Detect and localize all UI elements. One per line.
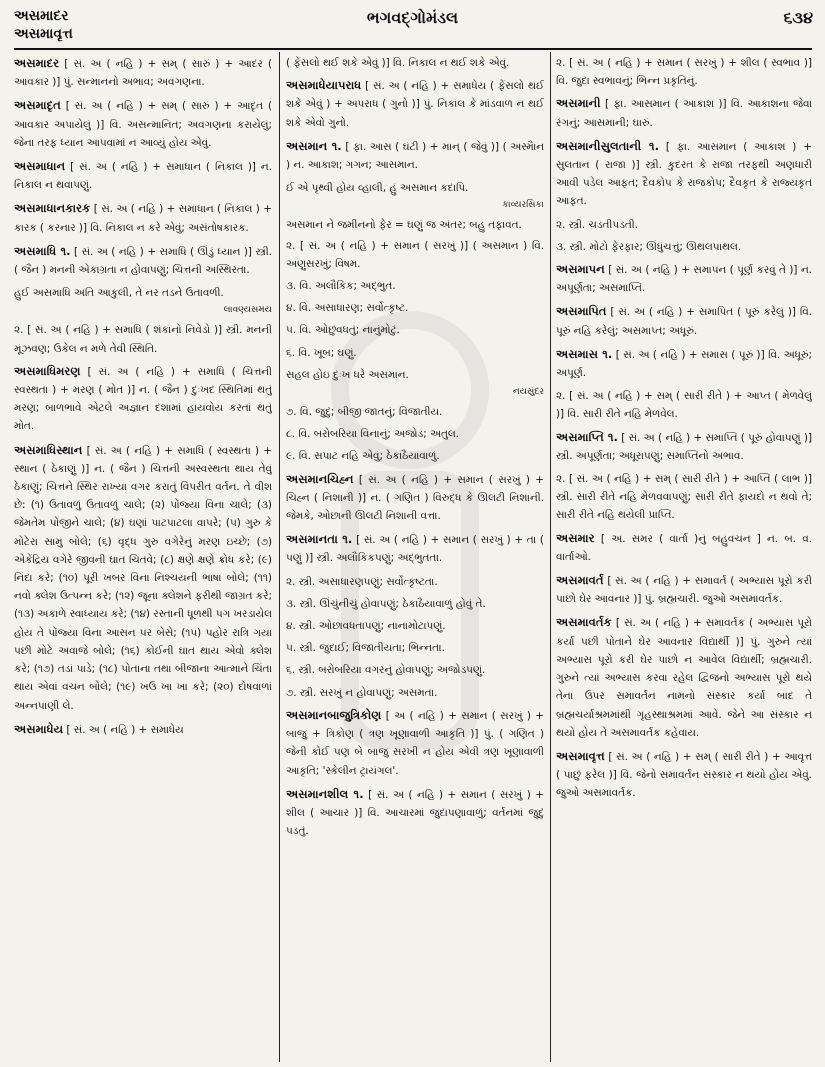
citation: અસમાન ને જમીનનો ફેર = ઘણું જ અંતર; બહુ તફાવત. — [286, 219, 522, 232]
dictionary-entry — [286, 76, 544, 132]
dictionary-entry — [556, 260, 812, 297]
dictionary-entry — [14, 362, 272, 436]
sense-definition: ૨. સ્ત્રી. અસાધારણપણું; સર્વોત્કૃષ્ટતા. — [286, 575, 438, 588]
headword: અસમાધેયાપરાધ — [286, 78, 362, 93]
definition: વિ. નિકાલ ન કરે એવું; અસંતોષકારક. — [90, 221, 249, 234]
dictionary-entry — [286, 530, 544, 567]
citation-source: કાવ્યરસિકા — [502, 200, 544, 211]
dictionary-entry — [286, 706, 544, 780]
etymology: [ સં. અ ( નહિ ) + સમાધેય ( ફેંસલો થઈ શકે એવું ) + અપરાધ ( ગુનો )] — [286, 80, 544, 111]
definition: પું. બ્રહ્મચારી. જુઓ અસમાવર્તક. — [644, 593, 783, 606]
definition: પું. ગુરુને ત્યાં અભ્યાસ પૂરો કરી ઘેર પાછો ન આવેલ વિદ્યાર્થી; બ્રહ્મચારી. ગુરુને ત્યાં અભ્યાસ કરવા રહેલ દ્વિજનો અભ્યાસ પૂરો થયે તેના ઉપર સમાવર્તન નામનો સંસ્કાર કર્યા બાદ તે બ્રહ્મચર્યાશ્રમમાંથી ગૃહસ્થાશ્રમમાં આવે. જેને આ સંસ્કાર ન થયો હોય તે અસમાવર્તક કહેવાય. — [556, 635, 812, 739]
citation: ઈ એ પૃથ્વી હોય વ્હાલી, હું અસમાન કદાપિ. — [286, 182, 469, 195]
definition: ન. આકાશ; ગગન; આસમાન. — [293, 159, 418, 172]
definition: ન. અપૂર્ણતા; અસમાપ્તિ. — [556, 264, 812, 295]
headword: અસમાનીસુલતાની ૧. — [556, 138, 659, 153]
definition: ન. નિકાલ ન થવાપણું. — [14, 161, 272, 192]
page-number: ૬૩૪ — [783, 8, 813, 27]
dictionary-entry — [556, 529, 812, 566]
guide-word-last: અસમાવૃત્ત — [14, 26, 73, 42]
definition: વિ. આકાશના જેવા રંગનું; આસમાની; ઘારું. — [556, 98, 812, 129]
etymology: [ અ. સમર ( વાર્તા )નું બહુવચન ] — [600, 532, 761, 545]
etymology: [ સં. અ ( નહિ ) + સમાધાન ( નિકાલ ) + કારક ( કરનાર )] — [14, 203, 272, 234]
headword: અસમાદર — [14, 56, 60, 70]
header-rule — [14, 48, 812, 50]
dictionary-entry — [14, 199, 272, 236]
headword: અસમાપિત — [556, 304, 607, 319]
sense-definition: ૮. વિ. બરોબરિયા વિનાનું; અજોડ; અતુલ. — [286, 428, 460, 441]
definition: વિ. જેનો સમાવર્તન સંસ્કાર ન થયો હોય એવું. જુઓ અસમાવર્તક. — [556, 769, 812, 800]
definition: સ્ત્રી. કુદરત કે રાજા તરફથી અણધારી આવી પડેલ આફત; દૈવકોપ કે રાજકોપ; દૈવકૃત કે રાજ્યકૃત આફત. — [556, 159, 812, 208]
headword: અસમાનતા ૧. — [286, 532, 353, 547]
column-divider-2 — [550, 52, 551, 1062]
definition: પું. નિકાલ કે માંડવાળ ન થઈ શકે એવો ગુનો. — [286, 98, 544, 129]
etymology: [ સં. અ ( નહિ ) + સમ્ ( સારી રીતે ) + આવૃત્ત ( પાછું ફરેલ )] — [556, 750, 812, 782]
dictionary-entry — [556, 747, 812, 803]
etymology: [ સં. અ ( નહિ ) + સમ્ ( સારું ) + આદર ( આવકાર )] — [14, 58, 272, 89]
etymology: [ સં. અ ( નહિ ) + સમાધાન ( નિકાલ )] — [70, 161, 256, 174]
sense-definition: ૭. વિ. જુદું; બીજી જાતનું; વિજાતીય. — [286, 406, 443, 419]
column-1 — [14, 54, 272, 1062]
definition: ન. ( ગણિત ) વિરુદ્ધ કે ઊલટી નિશાની. જેમકે, ઓછાની ઊલટી નિશાની વત્તા. — [286, 491, 544, 523]
etymology: [ સં. અ ( નહિ ) + સમ્ ( સારું ) + આદૃત ( આવકાર અપાયેલું )] — [14, 100, 272, 131]
column-3 — [556, 54, 812, 1062]
column-2 — [286, 54, 544, 1062]
page-header — [0, 6, 825, 44]
definition: વિ. પૂરું નહિ કરેલું; અસમાપ્ત; અધૂરું. — [556, 306, 812, 337]
page-title: ભગવદ્ગોમંડલ — [366, 8, 459, 27]
etymology: [ સં. અ ( નહિ ) + સમાસ ( પૂરું )] — [615, 348, 765, 361]
sense-definition: ૩. વિ. અલૌકિક; અદ્ભુત. — [286, 280, 396, 293]
headword: અસમાની — [556, 96, 601, 111]
sense-definition: ૩. સ્ત્રી. ઊંચુંનીચું હોવાપણું; ઠેકાઠૈયાવાળું હોવું તે. — [286, 597, 486, 610]
column-divider-1 — [279, 52, 280, 1062]
headword: અસમાનશીલ ૧. — [286, 786, 364, 801]
sense-definition: ૪. વિ. અસાધારણ; સર્વોત્કૃષ્ટ. — [286, 302, 409, 315]
sense-definition: ૯. વિ. સપાટ નહિ એવું; ઠેકાઠૈયાવાળું. — [286, 450, 440, 463]
dictionary-entry — [14, 157, 272, 194]
sense-definition: ૨. [ સં. અ ( નહિ ) + સમાન ( સરખું )] ( અસમાન ) વિ. અણુસરખું; વિષમ. — [286, 239, 544, 270]
etymology: [ સં. અ ( નહિ ) + સમાન ( સરખું ) + તા ( પણું )] — [286, 534, 544, 565]
sense-definition: ૩. સ્ત્રી. મોટો ફેરફાર; ઊંધુંચત્તું; ઊથલપાથલ. — [556, 240, 742, 253]
headword: અસમાવર્તક — [556, 615, 612, 630]
dictionary-entry — [286, 785, 544, 841]
headword: અસમાધિમરણ — [14, 363, 81, 378]
sense-definition: ૫. સ્ત્રી. જુદાઈ; વિજાતીયતા; ભિન્નતા. — [286, 642, 445, 655]
etymology: [ સં. અ ( નહિ ) + સમાન ( સરખું ) + શીલ ( આચાર )] — [286, 788, 544, 819]
headword: અસમાધિ ૧. — [14, 243, 71, 258]
dictionary-entry — [556, 613, 812, 741]
dictionary-entry — [14, 96, 272, 152]
dictionary-entry — [556, 302, 812, 339]
etymology: [ સં. અ ( નહિ ) + સમાધિ ( સ્વસ્થતા ) + સ્થાન ( ઠેકાણું )] — [14, 444, 272, 475]
etymology: [ સં. અ ( નહિ ) + સમાપિત ( પૂરું કરેલું )] — [610, 306, 796, 319]
sense-definition: ૨. સ્ત્રી. ચડતીપડતી. — [556, 218, 639, 231]
etymology: [ ફા. આસમાન ( આકાશ ) + સુલતાન ( રાજા )] — [556, 140, 812, 172]
headword: અસમાપન — [556, 262, 605, 277]
sense-definition: ૬. સ્ત્રી. બરોબરિયા વગરનું હોવાપણું; અજોડપણું. — [286, 664, 486, 677]
dictionary-entry — [556, 137, 812, 211]
definition: પું. સન્માનનો અભાવ; અવગણના. — [63, 76, 205, 89]
definition: ન. ( જૈન ) દુઃખદ સ્થિતિમાં થતું મરણ; બાળભાવે એટલે અજ્ઞાન દશામાં હાયવોય કરતાં થતું મોત. — [14, 384, 272, 433]
definition: વિ. આચારમાં જુદાપણાવાળું; વર્તનમાં જુદું પડતું. — [286, 806, 544, 838]
sense-definition: ૨. [ સં. અ ( નહિ ) + સમ્ ( સારી રીતે ) + આપ્તિ ( લાભ )] સ્ત્રી. સારી રીતે નહિ મેળવવાપણું; સારી રીતે ફાયદો ન થવો તે; સારી રીતે નહિ થયેલી પ્રાપ્તિ. — [556, 473, 812, 522]
sense-definition: ૨. [ સં. અ ( નહિ ) + સમાધિ ( શંકાનો નિવેડો )] સ્ત્રી. મનની મૂંઝવણ; ઉકેલ ન મળે તેવી સ્થિતિ. — [14, 324, 272, 355]
headword: અસમાપ્તિ ૧. — [556, 429, 618, 444]
headword: અસમાવૃત્ત — [556, 748, 605, 763]
etymology: [ સં. અ ( નહિ ) + સમાન ( સરખું ) + ચિહ્ન ( નિશાની )] — [286, 473, 544, 504]
definition: ન. ( જૈન ) ચિત્તની અસ્વસ્થતા થાય તેવું ઠેકાણું; ચિત્તને સ્થિર રાખ્યા વગર કરાતું વિપરીત વર્તન. તે વીશ છે: (૧) ઉતાવળું ઉતાવળું ચાલે; (૨) પોંજ્યા વિના ચાલે; (૩) જેમતેમ પોંજીને ચાલે; (૪) ઘણાં પાટપાટલા વાપરે; (૫) ગુરુ કે મોટેરા સામું બોલે; (૬) વૃદ્ધ ગુરુ વગેરેનું મરણ ઇચ્છે; (૭) એકેંદ્રિય વગેરે જીવની ઘાત ચિતવે; (૮) ક્ષણે ક્ષણે ક્રોધ કરે; (૯) નિંદા કરે; (૧૦) પૂરી ખબર વિના નિશ્ચયની ભાષા બોલે; (૧૧) નવો ક્લેશ ઉત્પન્ન કરે; (૧૨) જૂના ક્લેશને ફરીથી જાગ્રત કરે; (૧૩) અકાળે સ્વાધ્યાય કરે; (૧૪) રસ્તાની ધૂળથી પગ ખરડાયેલ હોય તે પોંજ્યા વિના આસન પર બેસે; (૧૫) પહોર રાત્રિ ગયા પછી મોટે અવાજે બોલે; (૧૬) કોઈની ઘાત થાય એવો ક્લેશ કરે; (૧૭) તડાં પાડે; (૧૮) પોતાના તથા બીજાના આત્માને ચિંતા થાય એવાં વચન બોલે; (૧૯) ખઉ ખા ખા કરે; (૨૦) દોષવાળાં અન્નપાણી લે. — [14, 462, 272, 712]
sense-definition: ૫. વિ. ઓછુંવધતું; નાનુંમોટું. — [286, 324, 400, 337]
citation: સહલ હોઇ દુઃખ ધરે અસમાન. — [286, 368, 409, 381]
sense-definition: ૬. વિ. ખૂબ; ઘણું. — [286, 346, 357, 359]
dictionary-entry — [556, 428, 812, 465]
definition: વિ. અધૂરું; અપૂર્ણ. — [556, 348, 812, 380]
headword: અસમાન ૧. — [286, 138, 342, 153]
etymology: [ સં. અ ( નહિ ) + સમાધિ ( ચિત્તની સ્વસ્થતા ) + મરણ ( મોત )] — [14, 365, 272, 397]
sense-definition: ૪. સ્ત્રી. ઓછાવધતાપણું; નાનામોટાપણું. — [286, 620, 446, 633]
etymology: [ સં. અ ( નહિ ) + સમાધેય — [66, 723, 184, 736]
headword: અસમાધિસ્થાન — [14, 442, 83, 457]
etymology: [ અ ( નહિ ) + સમાન ( સરખું ) + બાજુ + ત્રિકોણ ( ત્રણ ખૂણાવાળી આકૃતિ )] — [286, 709, 544, 741]
headword: અસમાસ ૧. — [556, 346, 613, 361]
definition: સ્ત્રી. ( જૈન ) મનની એકાગ્રતા ન હોવાપણું; ચિત્તની અસ્થિરતા. — [14, 245, 272, 277]
headword: અસમાધેય — [14, 721, 64, 736]
sense-definition: ૨. [ સં. અ ( નહિ ) + સમાન ( સરખું ) + શીલ ( સ્વભાવ )] વિ. જુદા સ્વભાવનું; ભિન્ન પ્રકૃતિનું. — [556, 57, 812, 88]
dictionary-entry — [14, 54, 272, 91]
etymology: [ સં. અ ( નહિ ) + સમાવર્તક ( અભ્યાસ પૂરો કર્યા પછી પોતાને ઘેર આવનાર વિદ્યાર્થી )] — [556, 617, 812, 648]
guide-word-first: અસમાદર — [14, 8, 69, 24]
sense-definition: ( ફેંસલો થઈ શકે એવું )] વિ. નિકાલ ન થઈ શકે એવું. — [286, 57, 510, 69]
etymology: [ સં. અ ( નહિ ) + સમાપ્તિ ( પૂરું હોવાપણું )] — [621, 431, 812, 444]
dictionary-entry — [14, 720, 272, 739]
dictionary-entry — [14, 242, 272, 279]
headword: અસમાવર્ત — [556, 573, 604, 588]
etymology: [ ફા. આસ ( ઘંટી ) + માન્ ( જેવું )] ( અસ્મૈાન ) — [286, 140, 544, 172]
etymology: [ ફા. આસમાન ( આકાશ )] — [604, 98, 727, 111]
citation-source: નયસુંદર — [512, 387, 544, 398]
headword: અસમાનબાજુત્રિકોણ — [286, 707, 382, 722]
definition: ન. બ. વ. વાર્તાઓ. — [556, 532, 812, 563]
definition: વિ. અસન્માનિત; અવગણના કરાયેલું; જેના તરફ ધ્યાન આપવામાં ન આવ્યું હોય એવું. — [14, 118, 272, 149]
sense-definition: ૭. સ્ત્રી. સરખું ન હોવાપણું; અસમતા. — [286, 686, 438, 699]
citation: હુઈ અસમાધિ અતિ આકુલી, તે નર તડને ઉતાવળી. — [14, 287, 224, 300]
citation-source: લાવણ્યસમય — [223, 305, 272, 316]
etymology: [ સં. અ ( નહિ ) + સમાવર્ત ( અભ્યાસ પૂરો કરી પાછો ઘેર આવનાર )] — [556, 575, 812, 606]
definition: પું. ( ગણિત ) જેની કોઈ પણ બે બાજુ સરખી ન હોય એવી ત્રણ ખૂણાવાળી આકૃતિ; 'સ્કેલીન ટ્રાયંગલ'. — [286, 728, 544, 777]
dictionary-entry — [286, 470, 544, 526]
dictionary-entry — [556, 345, 812, 382]
dictionary-entry — [14, 441, 272, 715]
dictionary-entry — [286, 137, 544, 174]
sense-definition: ૨. [ સં. અ ( નહિ ) + સમ્ ( સારી રીતે ) + આપ્ત ( મેળવેલું )] વિ. સારી રીતે નહિ મેળવેલ. — [556, 390, 812, 421]
etymology: [ સં. અ ( નહિ ) + સમાધિ ( ઊંડું ધ્યાન )] — [74, 245, 252, 258]
definition: સ્ત્રી. અલૌકિકપણું; અદ્ભુતતા. — [316, 552, 443, 565]
headword: અસમાધાનકારક — [14, 201, 91, 216]
definition: સ્ત્રી. અપૂર્ણતા; અધૂરાપણું; સમાપ્તિનો અભાવ. — [556, 449, 744, 462]
dictionary-entry — [556, 571, 812, 608]
etymology: [ સં. અ ( નહિ ) + સમાપન ( પૂર્ણ કરવું તે )] — [608, 264, 798, 277]
dictionary-entry — [556, 94, 812, 131]
headword: અસમાદૃત — [14, 98, 61, 113]
headword: અસમાધાન — [14, 159, 66, 174]
headword: અસમાનચિહ્ન — [286, 471, 354, 486]
headword: અસમાર — [556, 530, 595, 545]
